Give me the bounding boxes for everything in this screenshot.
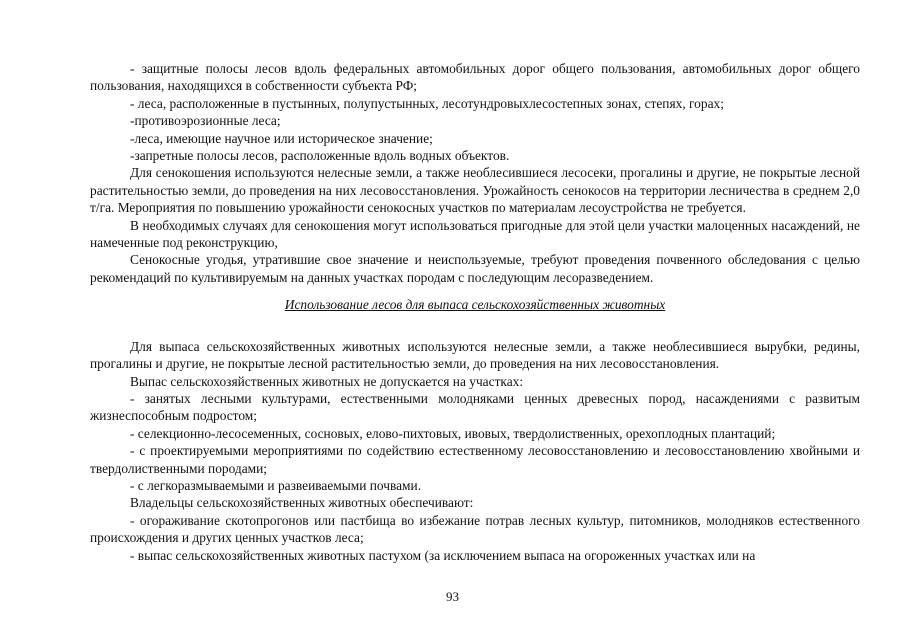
paragraph: - леса, расположенные в пустынных, полупустынных, лесотундровыхлесостепных зонах, степях, горах; [130, 95, 724, 111]
paragraph: -запретные полосы лесов, расположенные вдоль водных объектов. [130, 148, 510, 164]
paragraph: - с легкоразмываемыми и развеиваемыми почвами. [130, 477, 422, 493]
paragraph: Сенокосные угодья, утратившие свое значение и неиспользуемые, требуют проведения почвенного обследования с целью рекомендаций по культивируемым на данных участках породам с последующим лесоразведением. [90, 252, 860, 285]
document-page [90, 60, 860, 564]
paragraph: - выпас сельскохозяйственных животных пастухом (за исключением выпаса на огороженных участках или на [130, 547, 756, 563]
paragraph: - с проектируемыми мероприятиями по содействию естественному лесовосстановлению и лесовосстановлению хвойными и твердолиственными породами; [90, 443, 860, 476]
paragraph: - занятых лесными культурами, естественными молодняками ценных древесных пород, насаждениями с развитым жизнеспособным подростом; [90, 390, 860, 424]
section-heading: Использование лесов для выпаса сельскохозяйственных животных [284, 297, 666, 313]
paragraph: - селекционно-лесосеменных, сосновых, елово-пихтовых, ивовых, твердолиственных, орехоплодных плантаций; [130, 425, 776, 441]
page-number: 93 [446, 589, 459, 604]
paragraph: Для сенокошения используются нелесные земли, а также необлесившиеся лесосеки, прогалины и другие, не покрытые лесной растительностью земли, до проведения на них лесовосстановления. Урожайность сенокосов на территории лесничества в среднем 2,0 т/га. Мероприятия по повышению урожайности сенокосных участков по материалам лесоустройства не требуется. [90, 165, 860, 216]
paragraph: В необходимых случаях для сенокошения могут использоваться пригодные для этой цели участки малоценных насаждений, не намеченные под реконструкцию, [90, 217, 860, 251]
paragraph: Выпас сельскохозяйственных животных не допускается на участках: [130, 373, 524, 389]
text-block-top [90, 60, 860, 286]
text-block-bottom [90, 338, 860, 564]
paragraph: - огораживание скотопрогонов или пастбища во избежание потрав лесных культур, питомников, молодняков естественного происхождения и других ценных участков леса; [90, 512, 860, 546]
paragraph: Для выпаса сельскохозяйственных животных используются нелесные земли, а также необлесившиеся вырубки, редины, прогалины и другие, не покрытые лесной растительностью земли, до проведения на них лесовосстановления. [90, 338, 860, 372]
paragraph: -леса, имеющие научное или историческое значение; [130, 130, 433, 146]
paragraph: - защитные полосы лесов вдоль федеральных автомобильных дорог общего пользования, автомобильных дорог общего пользования, находящихся в собственности субъекта РФ; [90, 61, 860, 94]
paragraph: -противоэрозионные леса; [130, 113, 281, 129]
paragraph: Владельцы сельскохозяйственных животных обеспечивают: [130, 495, 474, 511]
